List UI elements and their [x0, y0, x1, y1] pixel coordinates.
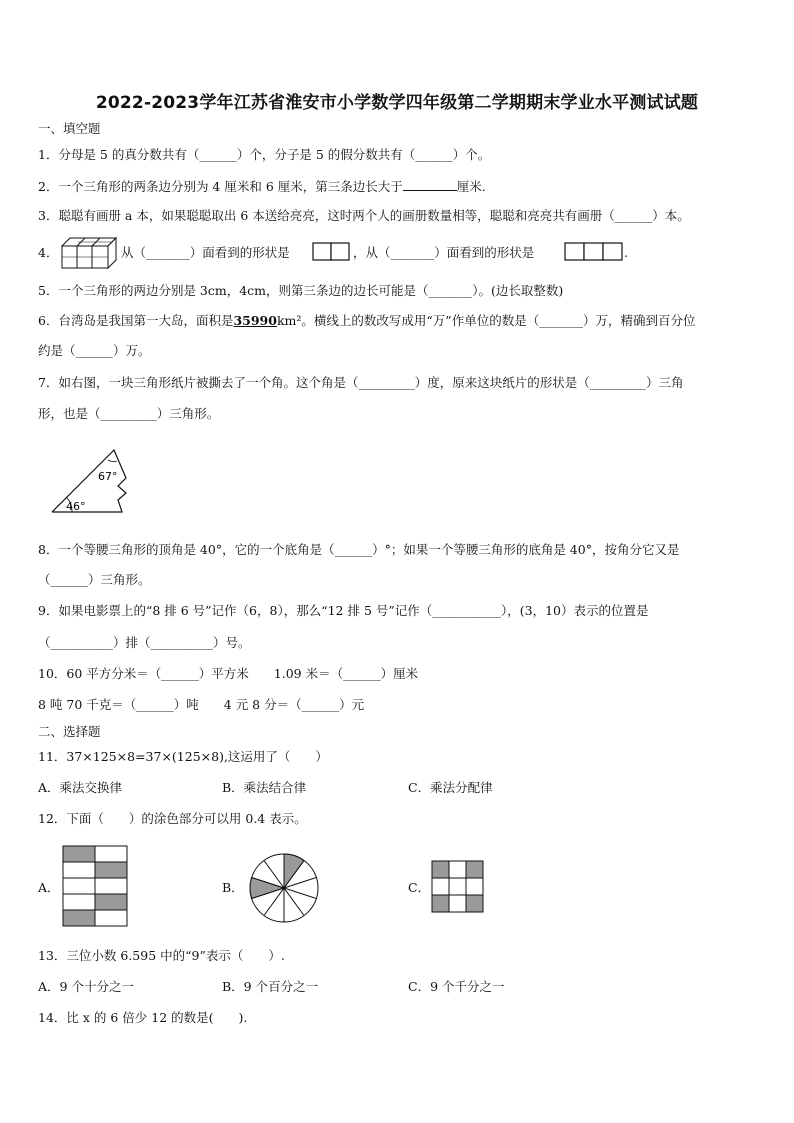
question-12-option-a-label: A． — [38, 880, 60, 895]
question-2-text: 2．一个三角形的两条边分别为 4 厘米和 6 厘米，第三条边长大于 — [38, 179, 403, 194]
grid-figure-c — [431, 860, 485, 914]
question-12-option-c-label: C． — [408, 880, 431, 895]
question-5: 5．一个三角形的两边分别是 3cm，4cm，则第三条边的边长可能是（_______）。(边长取整数) — [38, 283, 564, 298]
section-heading-fill-blank: 一、填空题 — [38, 121, 101, 136]
torn-triangle-figure — [50, 448, 136, 516]
question-9-line-2: （__________）排（__________）号。 — [38, 635, 251, 650]
question-7-line-1: 7．如右图，一块三角形纸片被撕去了一个角。这个角是（_________）度，原来这块纸片的形状是（_________）三角 — [38, 375, 684, 390]
question-9-line-1: 9．如果电影票上的“8 排 6 号”记作（6，8），那么“12 排 5 号”记作（___________），(3，10）表示的位置是 — [38, 603, 649, 618]
two-square-shape — [312, 242, 352, 262]
underlined-area-number: 35990 — [233, 313, 277, 328]
grid-figure-a — [62, 845, 130, 929]
question-11-option-a: A．乘法交换律 — [38, 780, 123, 795]
question-3: 3．聪聪有画册 a 本，如果聪聪取出 6 本送给亮亮，这时两个人的画册数量相等，聪聪和亮亮共有画册（______）本。 — [38, 208, 690, 223]
answer-blank — [403, 177, 457, 191]
question-6-text-b: km²。横线上的数改写成用“万”作单位的数是（_______）万，精确到百分位 — [276, 313, 696, 328]
question-11-option-c: C．乘法分配律 — [408, 780, 493, 795]
question-12: 12．下面（ ）的涂色部分可以用 0.4 表示。 — [38, 811, 307, 826]
question-8-line-2: （______）三角形。 — [38, 572, 151, 587]
question-4-end: . — [624, 245, 628, 260]
question-13-option-b: B．9 个百分之一 — [222, 979, 319, 994]
question-11: 11．37×125×8=37×(125×8),这运用了（ ） — [38, 749, 328, 764]
question-13: 13．三位小数 6.595 中的“9”表示（ ）. — [38, 948, 285, 963]
page-title: 2022-2023学年江苏省淮安市小学数学四年级第二学期期末学业水平测试试题 — [95, 93, 699, 113]
question-11-option-b: B．乘法结合律 — [222, 780, 307, 795]
three-square-shape — [564, 242, 624, 262]
question-2 — [38, 177, 486, 195]
angle-label-46: 46° — [66, 500, 86, 513]
circle-sector-figure-b — [248, 852, 320, 924]
question-10-line-2: 8 吨 70 千克＝（______）吨 4 元 8 分＝（______）元 — [38, 697, 365, 712]
question-12-option-b-label: B． — [222, 880, 244, 895]
question-8-line-1: 8．一个等腰三角形的顶角是 40°，它的一个底角是（______）°；如果一个等腰三角形的底角是 40°，按角分它又是 — [38, 542, 680, 557]
cube-stack-figure — [58, 236, 120, 272]
question-6-line-1 — [38, 313, 695, 329]
question-6-text-a: 6．台湾岛是我国第一大岛，面积是 — [38, 313, 234, 328]
question-4-part-b: ，从（_______）面看到的形状是 — [353, 245, 535, 260]
question-10-line-1: 10．60 平方分米＝（______）平方米 1.09 米＝（______）厘米 — [38, 666, 419, 681]
question-13-option-a: A．9 个十分之一 — [38, 979, 134, 994]
question-4-part-a: 从（_______）面看到的形状是 — [121, 245, 290, 260]
question-7-line-2: 形，也是（_________）三角形。 — [38, 406, 220, 421]
question-13-option-c: C．9 个千分之一 — [408, 979, 505, 994]
question-4-number: 4． — [38, 245, 59, 260]
angle-label-67: 67° — [98, 470, 118, 483]
question-2-unit: 厘米. — [456, 179, 486, 194]
section-heading-choice: 二、选择题 — [38, 724, 101, 739]
question-1: 1．分母是 5 的真分数共有（______）个，分子是 5 的假分数共有（______）个。 — [38, 147, 491, 162]
question-14: 14．比 x 的 6 倍少 12 的数是( ). — [38, 1010, 248, 1025]
question-6-line-2: 约是（______）万。 — [38, 343, 151, 358]
